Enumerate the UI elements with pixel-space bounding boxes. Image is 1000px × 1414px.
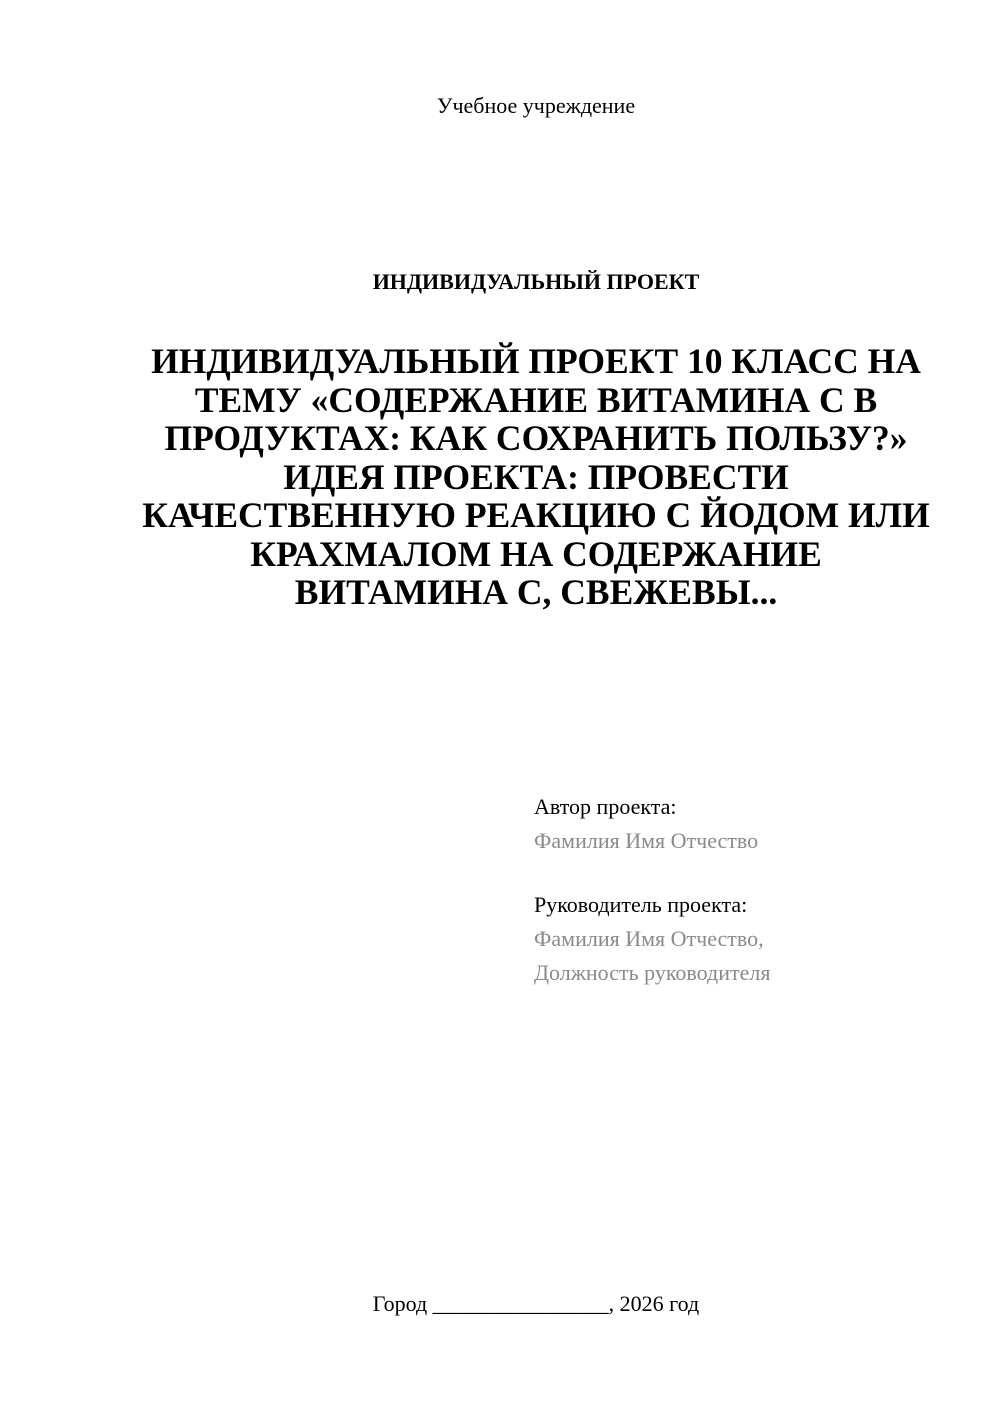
project-title: ИНДИВИДУАЛЬНЫЙ ПРОЕКТ 10 КЛАСС НА ТЕМУ «СОДЕРЖАНИЕ ВИТАМИНА С В ПРОДУКТАХ: КАК СОХРАНИТЬ ПОЛЬЗУ?» ИДЕЯ ПРОЕКТА: ПРОВЕСТИ КАЧЕСТВЕННУЮ РЕАКЦИЮ С ЙОДОМ ИЛИ КРАХМАЛОМ НА СОДЕРЖАНИЕ ВИТАМИНА С, СВЕЖЕВЫ... xyxy=(142,341,930,612)
author-name: Фамилия Имя Отчество xyxy=(534,828,759,853)
supervisor-position: Должность руководителя xyxy=(534,960,771,985)
institution-name: Учебное учреждение xyxy=(436,93,636,118)
people-spacer xyxy=(534,858,974,888)
project-people-block xyxy=(534,790,974,990)
supervisor-name: Фамилия Имя Отчество, xyxy=(534,926,764,951)
author-label: Автор проекта: xyxy=(534,794,677,819)
city-year-line: Город ________________, 2026 год xyxy=(372,1291,700,1316)
supervisor-label: Руководитель проекта: xyxy=(534,892,748,917)
document-type-heading: ИНДИВИДУАЛЬНЫЙ ПРОЕКТ xyxy=(372,269,700,294)
